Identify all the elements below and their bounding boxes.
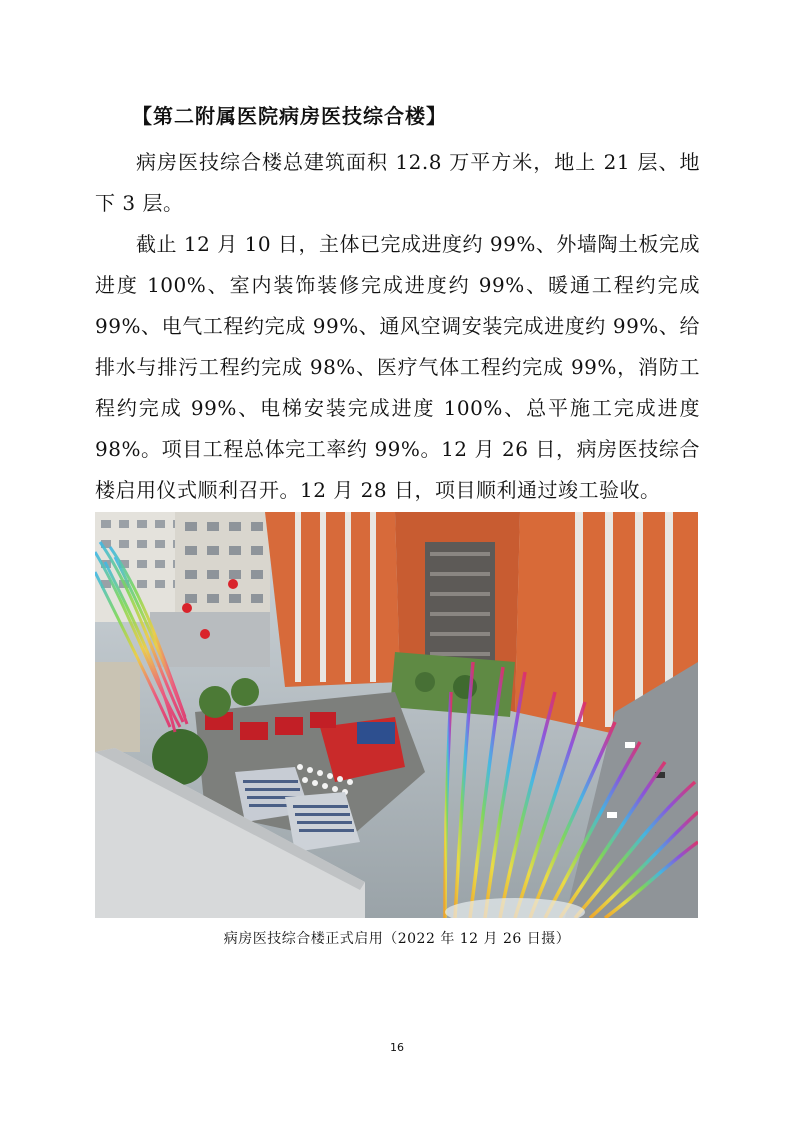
photo-caption: 病房医技综合楼正式启用（2022 年 12 月 26 日摄）: [223, 931, 571, 947]
paragraph-progress-report: 截止 12 月 10 日，主体已完成进度约 99%、外墙陶土板完成进度 100%、室内装饰装修完成进度约 99%、暖通工程约完成 99%、电气工程约完成 99%、通风空调安装完成进度约 99%、给排水与排污工程约完成 98%、医疗气体工程约完成 99%，消防工程约完成 99%、电梯安装完成进度 100%、总平施工完成进度 98%。项目工程总体完工率约 99%。12 月 26 日，病房医技综合楼启用仪式顺利召开。12 月 28 日，项目顺利通过竣工验收。: [95, 232, 700, 502]
paragraph-building-overview: 病房医技综合楼总建筑面积 12.8 万平方米，地上 21 层、地下 3 层。: [95, 150, 700, 215]
page-number: 16: [390, 1041, 404, 1054]
opening-ceremony-photo: [95, 512, 698, 918]
section-heading: 【第二附属医院病房医技综合楼】: [132, 104, 447, 128]
